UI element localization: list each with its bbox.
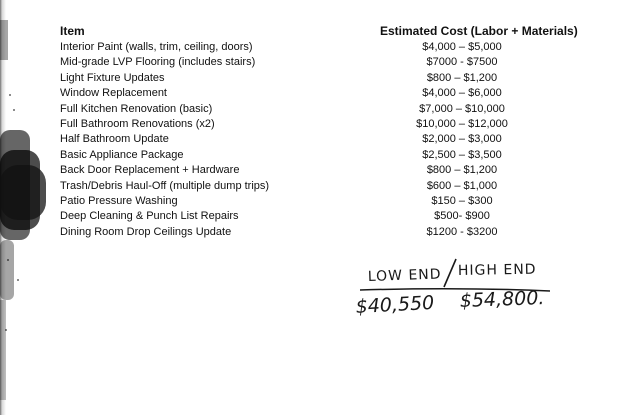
row-cost: $800 – $1,200 — [426, 164, 498, 177]
table-row — [0, 132, 640, 147]
handwritten-high-label: HIGH END — [457, 261, 537, 279]
row-cost: $2,000 – $3,000 — [422, 133, 502, 146]
table-row — [0, 179, 640, 194]
row-item: Full Kitchen Renovation (basic) — [60, 102, 213, 115]
table-row — [0, 71, 640, 86]
row-item: Dining Room Drop Ceilings Update — [60, 225, 232, 238]
table-row — [0, 194, 640, 209]
row-cost: $7,000 – $10,000 — [419, 102, 505, 115]
row-item: Deep Cleaning & Punch List Repairs — [60, 210, 239, 223]
cost-table-rows — [0, 40, 640, 240]
table-row — [0, 55, 640, 70]
row-item: Interior Paint (walls, trim, ceiling, doors) — [60, 41, 253, 53]
row-item: Patio Pressure Washing — [60, 194, 178, 207]
row-item: Basic Appliance Package — [60, 148, 184, 161]
table-row — [0, 86, 640, 101]
table-row — [0, 225, 640, 240]
row-item: Half Bathroom Update — [60, 133, 169, 146]
row-cost: $4,000 – $5,000 — [422, 41, 502, 53]
row-cost: $800 – $1,200 — [426, 71, 498, 84]
row-cost: $4,000 – $6,000 — [422, 87, 502, 100]
table-row — [0, 148, 640, 163]
row-cost: $150 – $300 — [431, 194, 493, 207]
header-item: Item — [60, 24, 85, 38]
handwritten-low-value: $40,550 — [355, 291, 435, 318]
header-estimated-cost: Estimated Cost (Labor + Materials) — [380, 24, 578, 38]
row-cost: $10,000 – $12,000 — [416, 117, 508, 130]
row-cost: $500- $900 — [434, 210, 490, 223]
table-row — [0, 209, 640, 224]
table-row — [0, 40, 640, 55]
handwritten-low-label: LOW END — [367, 266, 442, 285]
row-item: Back Door Replacement + Hardware — [60, 164, 240, 177]
table-row — [0, 117, 640, 132]
handwritten-high-value: $54,800. — [459, 287, 545, 312]
row-cost: $600 – $1,000 — [426, 179, 498, 192]
row-item: Trash/Debris Haul-Off (multiple dump trips) — [60, 179, 270, 192]
row-item: Window Replacement — [60, 87, 167, 100]
row-cost: $2,500 – $3,500 — [422, 148, 502, 161]
row-item: Mid-grade LVP Flooring (includes stairs) — [60, 56, 256, 69]
row-item: Light Fixture Updates — [60, 71, 165, 84]
row-cost: $7000 - $7500 — [426, 56, 498, 69]
handwritten-totals — [340, 255, 600, 335]
handwritten-slash — [444, 259, 456, 287]
row-item: Full Bathroom Renovations (x2) — [60, 117, 215, 130]
table-row — [0, 163, 640, 178]
row-cost: $1200 - $3200 — [426, 225, 498, 238]
table-row — [0, 102, 640, 117]
